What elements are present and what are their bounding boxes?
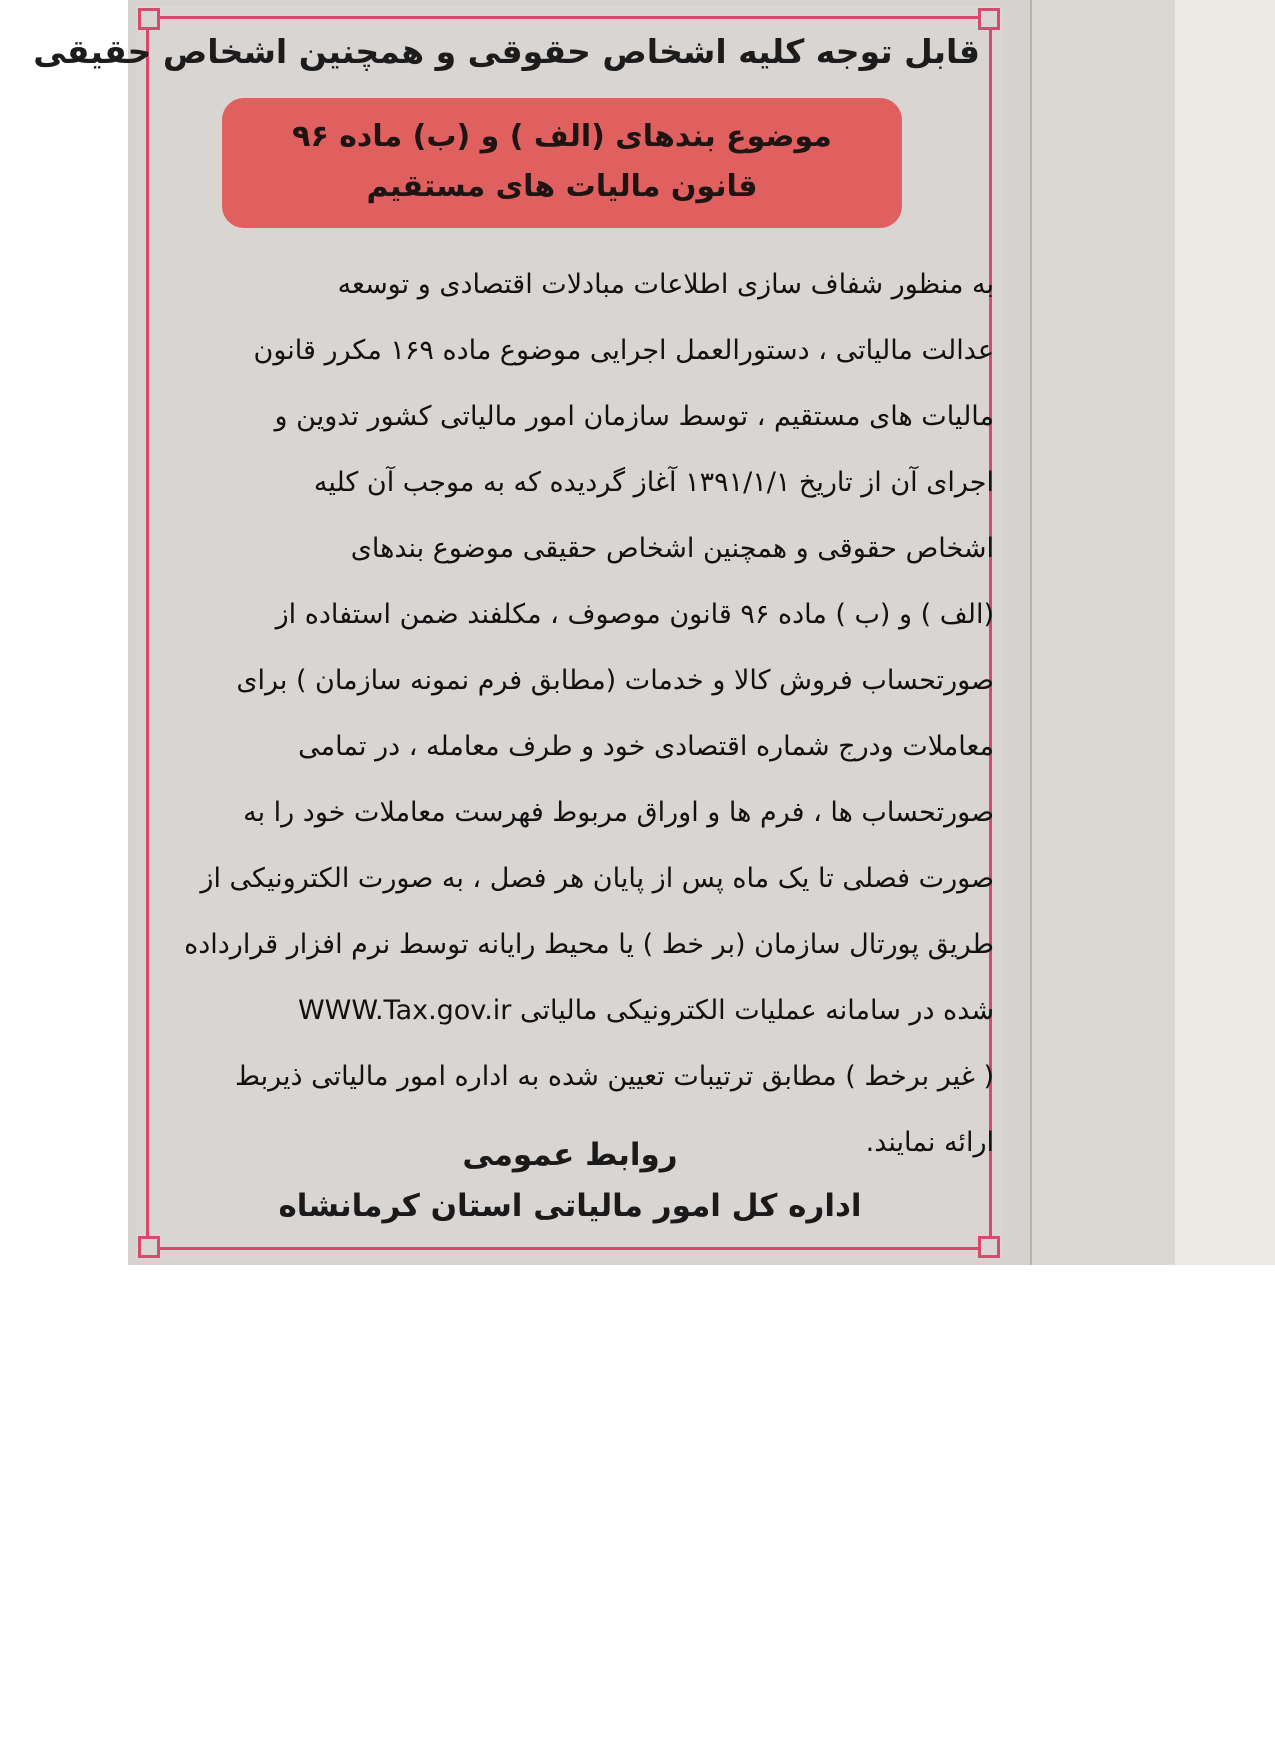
body-line: اجرای آن از تاریخ ۱۳۹۱/۱/۱ آغاز گردیده که به موجب آن کلیه (313, 467, 994, 498)
frame-corner-ornament (138, 8, 160, 30)
body-line: صورتحساب فروش کالا و خدمات (مطابق فرم نمونه سازمان ) برای (236, 665, 994, 696)
page-edge (1175, 0, 1275, 1265)
frame-corner-ornament (978, 8, 1000, 30)
body-line: شده در سامانه عملیات الکترونیکی مالیاتی WWW.Tax.gov.ir (297, 995, 994, 1026)
body-line: صورت فصلی تا یک ماه پس از پایان هر فصل ، به صورت الکترونیکی از (200, 863, 994, 894)
adjacent-page-strip (1030, 0, 1177, 1265)
notice-headline: قابل توجه کلیه اشخاص حقوقی و همچنین اشخاص حقیقی (33, 32, 980, 71)
body-line: معاملات ودرج شماره اقتصادی خود و طرف معامله ، در تمامی (298, 731, 994, 762)
notice-body (138, 252, 994, 1176)
frame-corner-ornament (978, 1236, 1000, 1258)
body-line: طریق پورتال سازمان (بر خط ) یا محیط رایانه توسط نرم افزار قرارداده (184, 929, 994, 960)
subject-banner (222, 98, 902, 228)
signature-department: روابط عمومی (462, 1137, 678, 1173)
frame-corner-ornament (138, 1236, 160, 1258)
subject-line-2: قانون مالیات های مستقیم (366, 169, 758, 204)
body-line: (الف ) و (ب ) ماده ۹۶ قانون موصوف ، مکلفند ضمن استفاده از (275, 599, 994, 630)
body-line: مالیات های مستقیم ، توسط سازمان امور مالیاتی کشور تدوین و (274, 401, 994, 432)
body-line: اشخاص حقوقی و همچنین اشخاص حقیقی موضوع بندهای (350, 533, 994, 564)
signature-organization: اداره کل امور مالیاتی استان کرمانشاه (278, 1188, 862, 1224)
subject-line-1: موضوع بندهای (الف ) و (ب) ماده ۹۶ (292, 119, 832, 154)
body-line: ارائه نمایند. (865, 1127, 994, 1158)
body-line: صورتحساب ها ، فرم ها و اوراق مربوط فهرست معاملات خود را به (243, 797, 994, 828)
body-line: به منظور شفاف سازی اطلاعات مبادلات اقتصادی و توسعه (337, 269, 994, 300)
body-line: عدالت مالیاتی ، دستورالعمل اجرایی موضوع ماده ۱۶۹ مکرر قانون (253, 335, 994, 366)
body-line: ( غیر برخط ) مطابق ترتیبات تعیین شده به اداره امور مالیاتی ذیربط (234, 1061, 994, 1092)
